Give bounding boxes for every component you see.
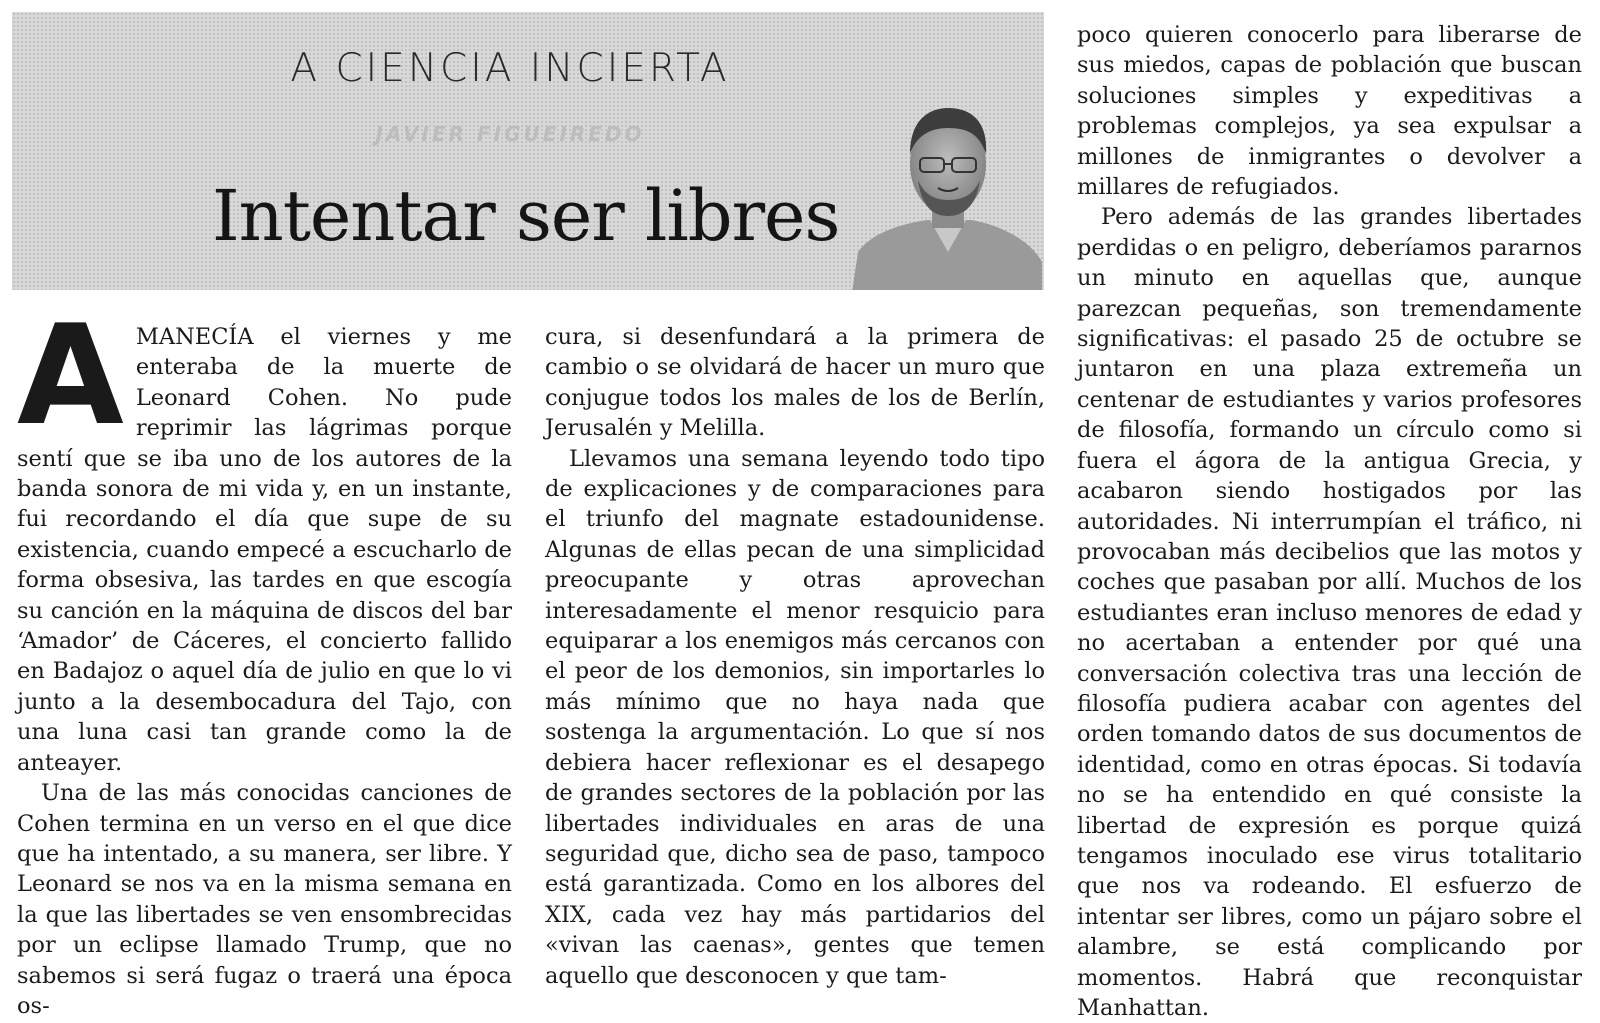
section-title: A CIENCIA INCIERTA <box>290 46 730 91</box>
headline: Intentar ser libres <box>212 175 840 257</box>
article-column-2 <box>545 322 1045 991</box>
paragraph: MANECÍA el viernes y me enteraba de la muerte de Leonard Cohen. No pude reprimir las lágrimas porque sentí que se iba uno de los autores de la banda sonora de mi vida y, en un instante, fui recordando el día que supe de su existencia, cuando empecé a escucharlo de forma obsesiva, las tardes en que escogía su canción en la máquina de discos del bar ‘Amador’ de Cáceres, el concierto fallido en Badajoz o aquel día de julio en que lo vi junto a la desembocadura del Tajo, con una luna casi tan grande como la de anteayer. <box>17 324 512 776</box>
drop-cap: A <box>17 295 124 456</box>
article-column-3 <box>1077 20 1582 1023</box>
paragraph: poco quieren conocerlo para liberarse de sus miedos, capas de población que buscan soluciones simples y expeditivas a problemas complejos, ya sea expulsar a millones de inmigrantes o devolver a millares de refugiados. <box>1077 22 1582 201</box>
article-column-1 <box>17 295 512 1021</box>
paragraph: Pero además de las grandes libertades perdidas o en peligro, deberíamos pararnos un minuto en aquellas que, aunque parezcan pequeñas, son tremendamente significativas: el pasado 25 de octubre se juntaron en una plaza extremeña un centenar de estudiantes y varios profesores de filosofía, formando un círculo como si fuera el ágora de la antigua Grecia, y acabaron siendo hostigados por las autoridades. Ni interrumpían el tráfico, ni provocaban más decibelios que las motos y coches que pasaban por allí. Muchos de los estudiantes eran incluso menores de edad y no acertaban a entender por qué una conversación colectiva tras una lección de filosofía pudiera acabar con agentes del orden tomando datos de sus documentos de identidad, como en otras épocas. Si todavía no se ha entendido en qué consiste la libertad de expresión es porque quizá tengamos inoculado ese virus totalitario que nos va rodeando. El esfuerzo de intentar ser libres, como un pájaro sobre el alambre, se está complicando por momentos. Habrá que reconquistar Manhattan. <box>1077 204 1582 1021</box>
paragraph: Una de las más conocidas canciones de Cohen termina en un verso en el que dice que ha intentado, a su manera, ser libre. Y Leonard se nos va en la misma semana en la que las libertades se ven ensombrecidas por un eclipse llamado Trump, que no sabemos si será fugaz o traerá una época os- <box>17 780 512 1019</box>
author-byline: JAVIER FIGUEIREDO <box>375 122 645 146</box>
column-header <box>12 12 1044 290</box>
author-portrait <box>852 102 1042 290</box>
paragraph: Llevamos una semana leyendo todo tipo de explicaciones y de comparaciones para el triunfo del magnate estadounidense. Algunas de ellas pecan de una simplicidad preocupante y otras aprovechan interesadamente el menor resquicio para equiparar a los enemigos más cercanos con el peor de los demonios, sin importarles lo más mínimo que no haya nada que sostenga la argumentación. Lo que sí nos debiera hacer reflexionar es el desapego de grandes sectores de la población por las libertades individuales en aras de una seguridad que, dicho sea de paso, tampoco está garantizada. Como en los albores del XIX, cada vez hay más partidarios del «vivan las caenas», gentes que temen aquello que desconocen y que tam- <box>545 445 1045 989</box>
paragraph: cura, si desenfundará a la primera de cambio o se olvidará de hacer un muro que conjugue todos los males de los de Berlín, Jerusalén y Melilla. <box>545 324 1045 442</box>
